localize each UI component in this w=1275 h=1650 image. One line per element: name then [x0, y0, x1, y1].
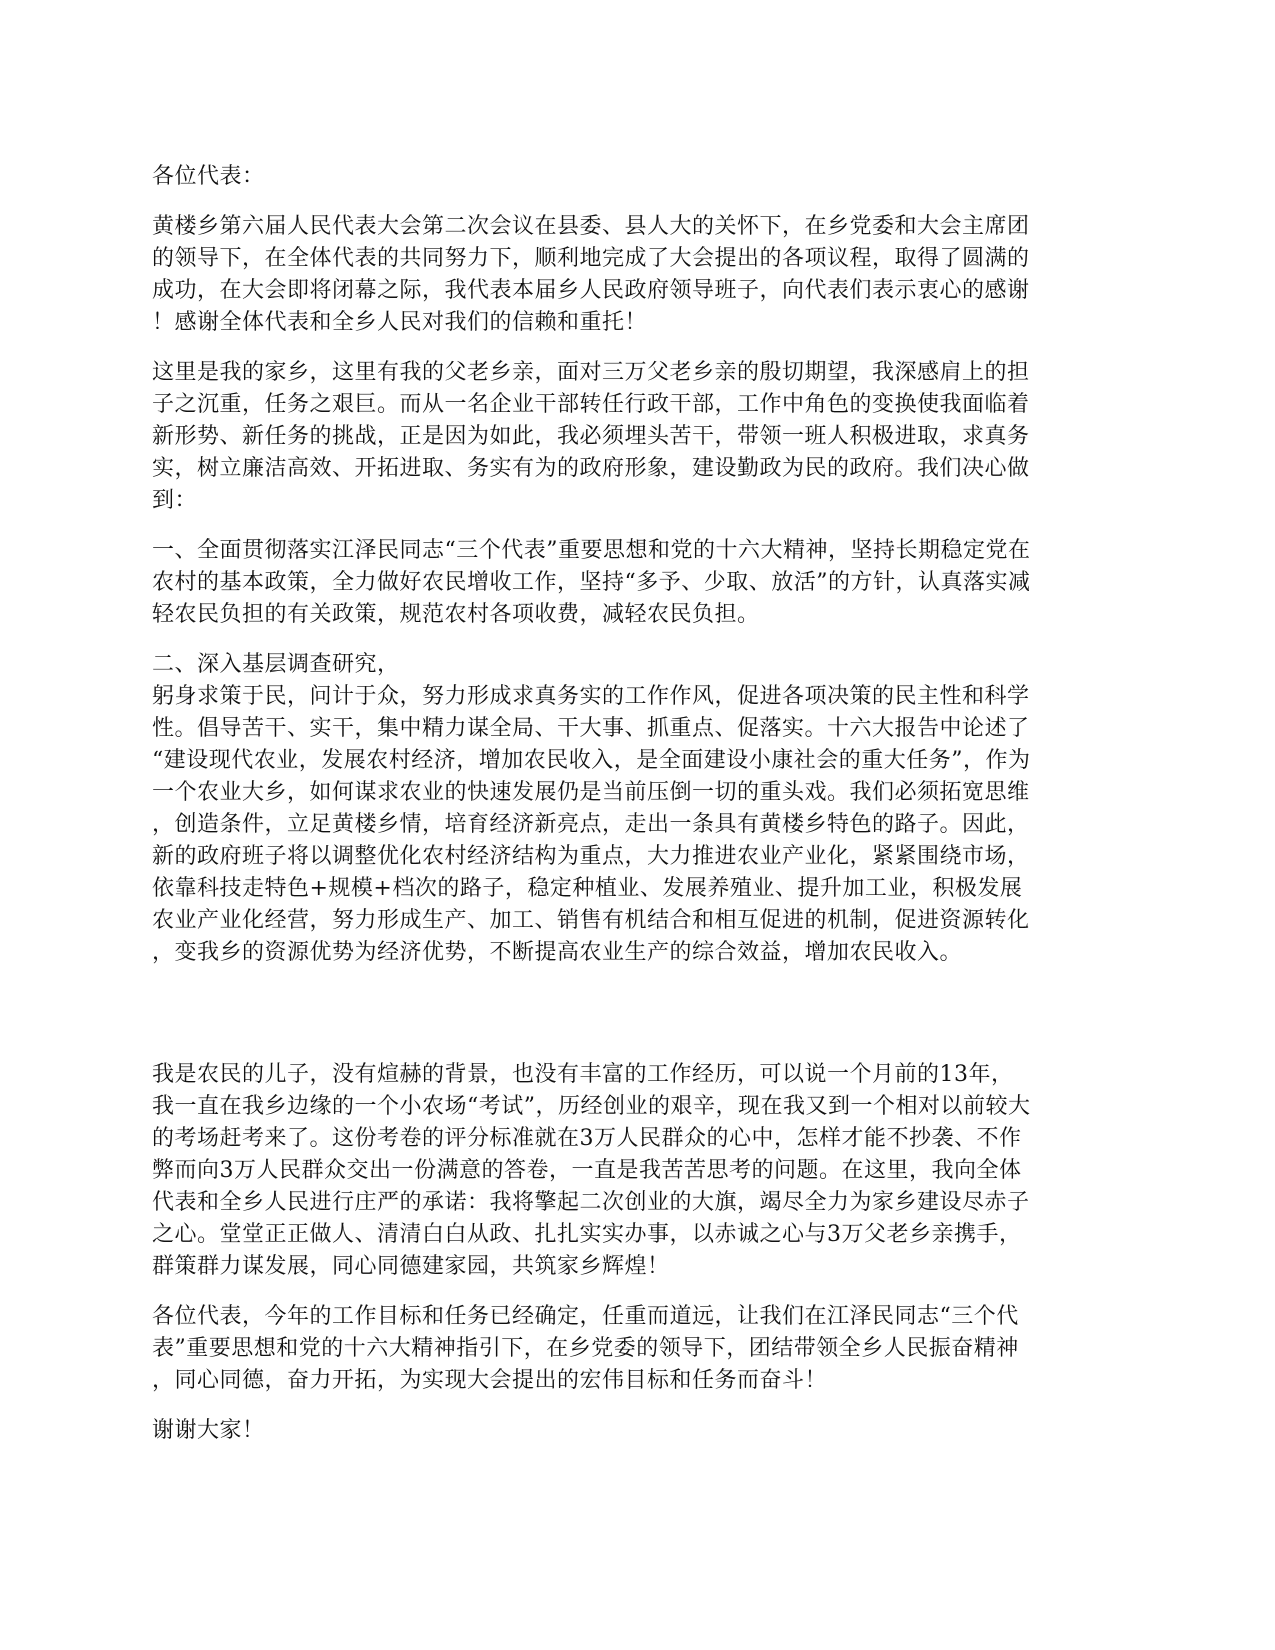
closing-thanks	[152, 1415, 1126, 1447]
text-line: ，变我乡的资源优势为经济优势，不断提高农业生产的综合效益，增加农民收入。	[152, 940, 963, 965]
text-line: ！感谢全体代表和全乡人民对我们的信赖和重托！	[152, 310, 648, 335]
text-line: 的领导下，在全体代表的共同努力下，顺利地完成了大会提出的各项议程，取得了圆满的	[152, 246, 1030, 271]
text-line: 代表和全乡人民进行庄严的承诺：我将擎起二次创业的大旗，竭尽全力为家乡建设尽赤子	[152, 1190, 1030, 1215]
text-line: 这里是我的家乡，这里有我的父老乡亲，面对三万父老乡亲的殷切期望，我深感肩上的担	[152, 360, 1030, 385]
text-line: 实，树立廉洁高效、开拓进取、务实有为的政府形象，建设勤政为民的政府。我们决心做	[152, 456, 1030, 481]
text-line: 轻农民负担的有关政策，规范农村各项收费，减轻农民负担。	[152, 602, 760, 627]
text-line: 子之沉重，任务之艰巨。而从一名企业干部转任行政干部，工作中角色的变换使我面临着	[152, 392, 1030, 417]
text-line: 一个农业大乡，如何谋求农业的快速发展仍是当前压倒一切的重头戏。我们必须拓宽思维	[152, 780, 1030, 805]
text-line: 农业产业化经营，努力形成生产、加工、销售有机结合和相互促进的机制，促进资源转化	[152, 908, 1030, 933]
text-line: 躬身求策于民，问计于众，努力形成求真务实的工作作风，促进各项决策的民主性和科学	[152, 684, 1030, 709]
greeting-line: 各位代表：	[152, 164, 265, 189]
text-line: 弊而向3万人民群众交出一份满意的答卷，一直是我苦苦思考的问题。在这里，我向全体	[152, 1158, 1022, 1183]
text-line: ，同心同德，奋力开拓，为实现大会提出的宏伟目标和任务而奋斗！	[152, 1368, 828, 1393]
text-line: 性。倡导苦干、实干，集中精力谋全局、干大事、抓重点、促落实。十六大报告中论述了	[152, 716, 1030, 741]
text-line: 表”重要思想和党的十六大精神指引下，在乡党委的领导下，团结带领全乡人民振奋精神	[152, 1336, 1019, 1361]
text-line: 农村的基本政策，全力做好农民增收工作，坚持“多予、少取、放活”的方针，认真落实减	[152, 570, 1031, 595]
paragraph-point-one	[152, 535, 1126, 631]
text-line: 各位代表，今年的工作目标和任务已经确定，任重而道远，让我们在江泽民同志“三个代	[152, 1304, 1019, 1329]
text-line: 依靠科技走特色+规模+档次的路子，稳定种植业、发展养殖业、提升加工业，积极发展	[152, 876, 1023, 901]
text-line: 之心。堂堂正正做人、清清白白从政、扎扎实实办事，以赤诚之心与3万父老乡亲携手，	[152, 1222, 1022, 1247]
text-line: 二、深入基层调查研究，	[152, 652, 400, 677]
text-line: “建设现代农业，发展农村经济，增加农民收入，是全面建设小康社会的重大任务”，作为	[152, 748, 1031, 773]
text-line: 的考场赶考来了。这份考卷的评分标准就在3万人民群众的心中，怎样才能不抄袭、不作	[152, 1126, 1022, 1151]
text-line: 我一直在我乡边缘的一个小农场“考试”，历经创业的艰辛，现在我又到一个相对以前较大	[152, 1094, 1031, 1119]
text-line: ，创造条件，立足黄楼乡情，培育经济新亮点，走出一条具有黄楼乡特色的路子。因此，	[152, 812, 1030, 837]
text-line: 到：	[152, 488, 198, 513]
text-line: 新的政府班子将以调整优化农村经济结构为重点，大力推进农业产业化，紧紧围绕市场，	[152, 844, 1030, 869]
paragraph-point-two	[152, 649, 1126, 969]
text-line: 一、全面贯彻落实江泽民同志“三个代表”重要思想和党的十六大精神，坚持长期稳定党在	[152, 538, 1031, 563]
text-line: 群策群力谋发展，同心同德建家园，共筑家乡辉煌！	[152, 1254, 670, 1279]
blank-spacer	[152, 987, 1126, 1059]
text-line: 我是农民的儿子，没有煊赫的背景，也没有丰富的工作经历，可以说一个月前的13年，	[152, 1062, 1014, 1087]
closing-line: 谢谢大家！	[152, 1418, 265, 1443]
paragraph-hometown	[152, 357, 1126, 517]
text-line: 黄楼乡第六届人民代表大会第二次会议在县委、县人大的关怀下，在乡党委和大会主席团	[152, 214, 1030, 239]
paragraph-call-to-action	[152, 1301, 1126, 1397]
document-body	[152, 161, 1126, 1465]
text-line: 成功，在大会即将闭幕之际，我代表本届乡人民政府领导班子，向代表们表示衷心的感谢	[152, 278, 1030, 303]
greeting	[152, 161, 1126, 193]
paragraph-opening-thanks	[152, 211, 1126, 339]
paragraph-farmer-son	[152, 1059, 1126, 1283]
text-line: 新形势、新任务的挑战，正是因为如此，我必须埋头苦干，带领一班人积极进取，求真务	[152, 424, 1030, 449]
